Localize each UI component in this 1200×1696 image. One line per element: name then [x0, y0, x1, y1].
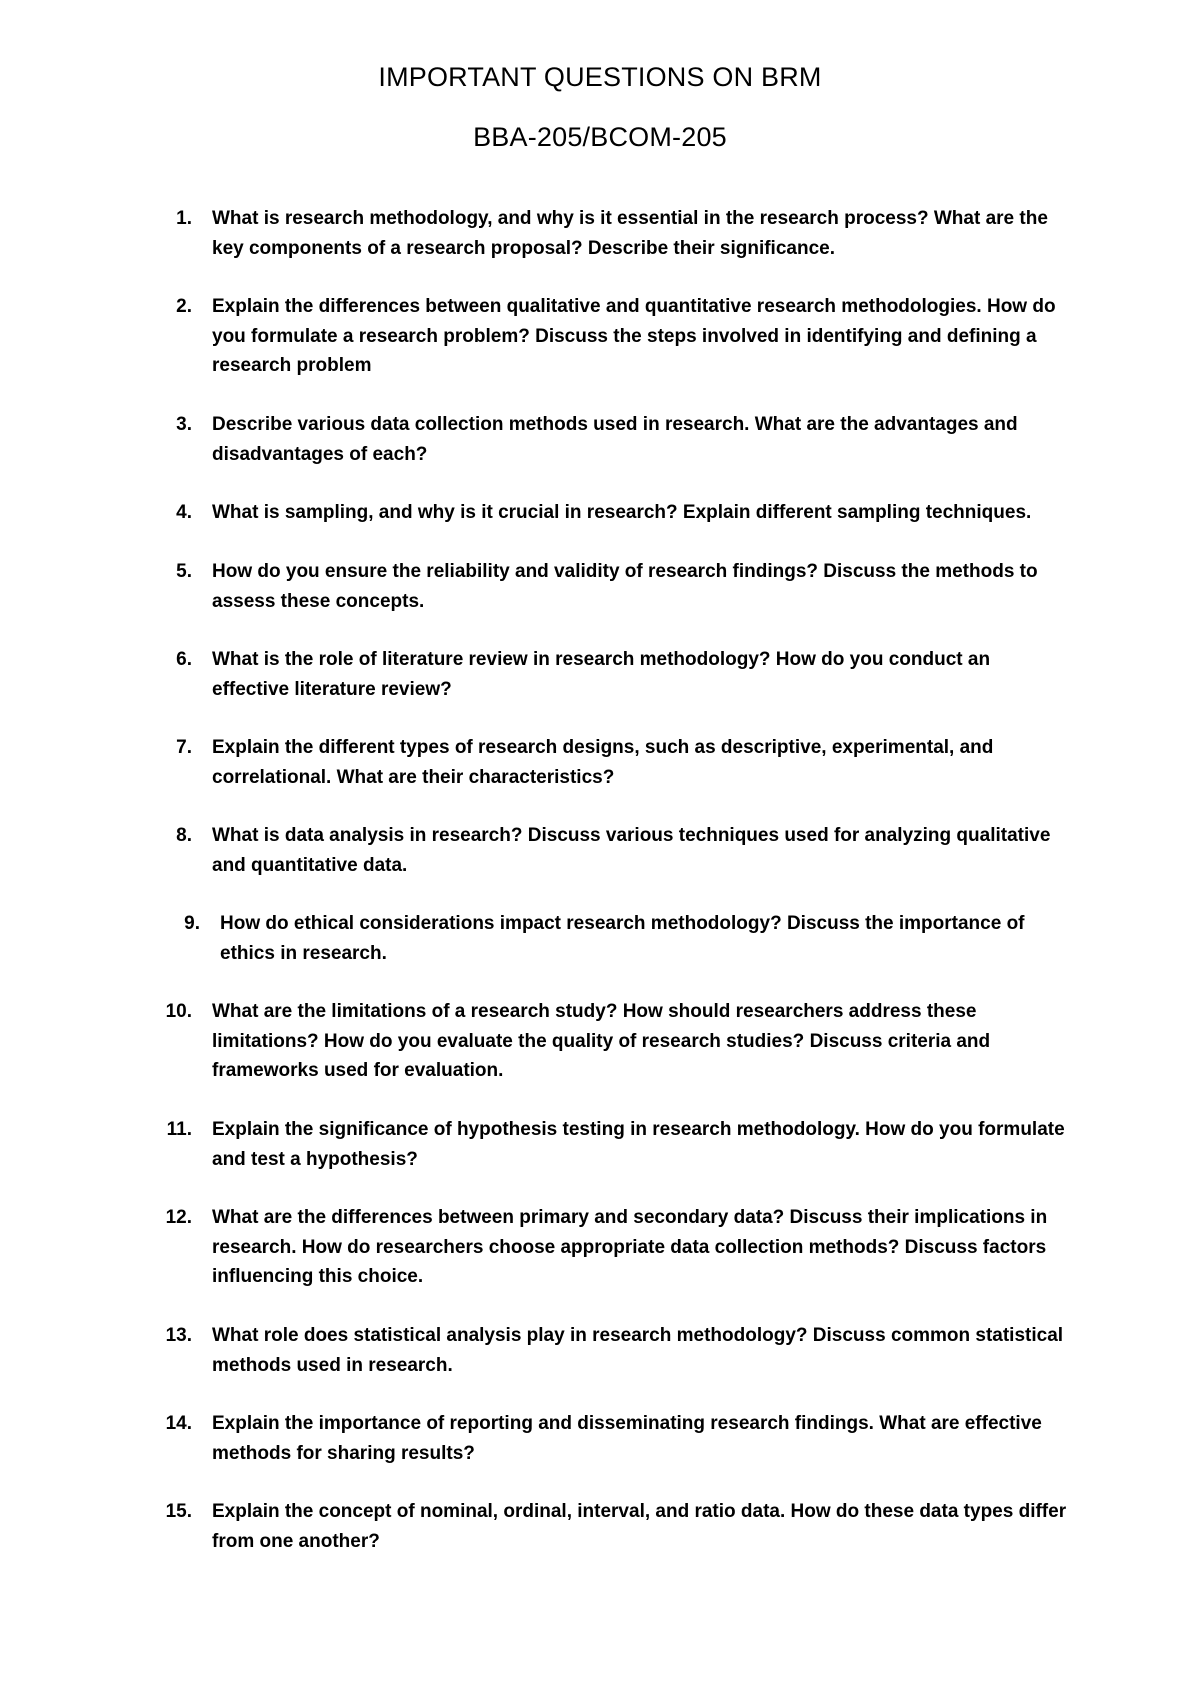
question-text: What is research methodology, and why is it essential in the research process? What are the key components of a research proposal? Describe their significance. [212, 208, 1048, 259]
question-number: 8. [176, 825, 192, 846]
question-text: What are the limitations of a research study? How should researchers address these limitations? How do you evaluate the quality of research studies? Discuss criteria and frameworks used for evaluation. [212, 1001, 991, 1081]
question-text: Explain the concept of nominal, ordinal, interval, and ratio data. How do these data types differ from one another? [212, 1501, 1067, 1552]
question-text: What is sampling, and why is it crucial in research? Explain different sampling techniques. [212, 502, 1032, 523]
question-number: 15. [165, 1501, 192, 1522]
question-text: What is the role of literature review in research methodology? How do you conduct an effective literature review? [212, 649, 991, 700]
question-text: What is data analysis in research? Discuss various techniques used for analyzing qualitative and quantitative data. [212, 825, 1051, 876]
question-text: What role does statistical analysis play in research methodology? Discuss common statistical methods used in research. [212, 1325, 1064, 1376]
question-number: 12. [165, 1207, 192, 1228]
question-text: Explain the importance of reporting and disseminating research findings. What are effective methods for sharing results? [212, 1413, 1042, 1464]
question-text: Explain the differences between qualitative and quantitative research methodologies. How do you formulate a research problem? Discuss the steps involved in identifying and defining a research problem [212, 296, 1056, 376]
question-text: What are the differences between primary and secondary data? Discuss their implications in research. How do researchers choose appropriate data collection methods? Discuss factors influencing this choice. [212, 1207, 1048, 1287]
document-subtitle: BBA-205/BCOM-205 [473, 122, 727, 152]
question-number: 5. [176, 561, 192, 582]
question-number: 6. [176, 649, 192, 670]
question-number: 14. [165, 1413, 192, 1434]
question-text: Explain the different types of research designs, such as descriptive, experimental, and correlational. What are their characteristics? [212, 737, 994, 788]
question-number: 3. [176, 414, 192, 435]
question-number: 13. [165, 1325, 192, 1346]
question-text: Describe various data collection methods used in research. What are the advantages and disadvantages of each? [212, 414, 1018, 465]
question-number: 1. [176, 208, 192, 229]
question-number: 4. [176, 502, 192, 523]
question-number: 9. [184, 913, 200, 934]
question-number: 11. [166, 1119, 192, 1140]
question-number: 10. [165, 1001, 192, 1022]
question-text: How do you ensure the reliability and validity of research findings? Discuss the methods to assess these concepts. [212, 561, 1038, 612]
question-number: 2. [176, 296, 192, 317]
question-text: How do ethical considerations impact research methodology? Discuss the importance of ethics in research. [220, 913, 1025, 964]
question-text: Explain the significance of hypothesis testing in research methodology. How do you formulate and test a hypothesis? [212, 1119, 1065, 1170]
question-number: 7. [176, 737, 192, 758]
document-title: IMPORTANT QUESTIONS ON BRM [378, 62, 822, 92]
